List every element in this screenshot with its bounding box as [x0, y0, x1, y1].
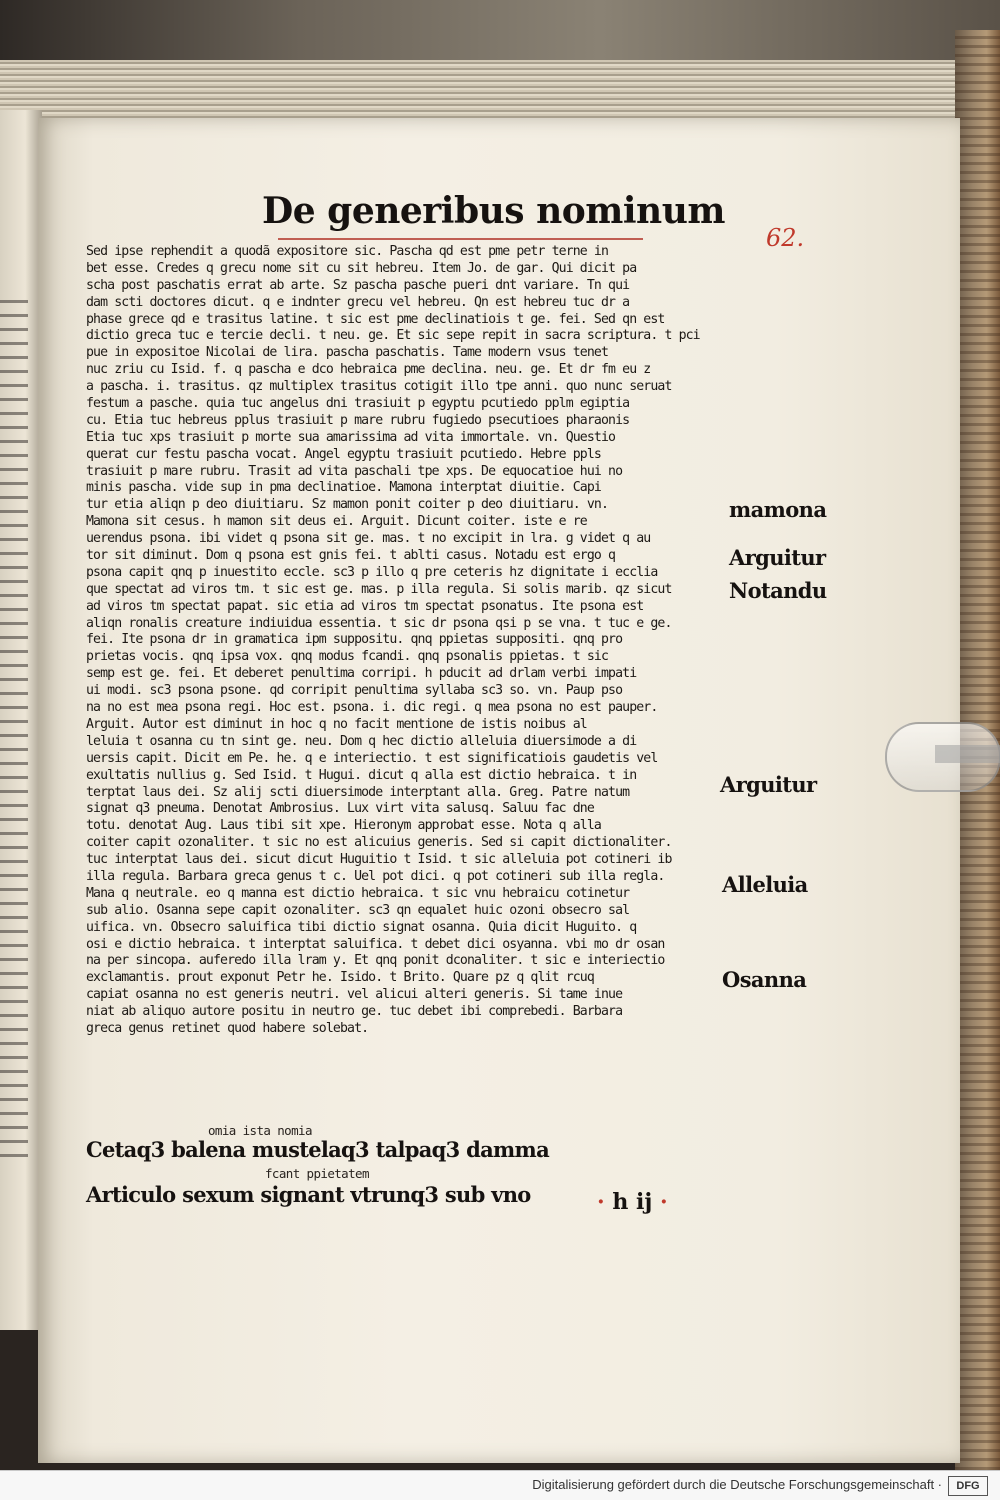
margin-note-alleluia: Alleluia — [722, 872, 808, 897]
text-line: exultatis nullius g. Sed Isid. t Hugui. dicut q alla est dictio hebraica. t in — [86, 767, 637, 783]
signature-text: h ij — [612, 1189, 653, 1215]
margin-note-arguitur: Arguitur — [729, 545, 826, 570]
text-line: greca genus retinet quod habere solebat. — [86, 1020, 369, 1036]
text-line: semp est ge. fei. Et deberet penultima corripi. h pducit ad drlam verbi impati — [86, 666, 637, 682]
text-line: illa regula. Barbara greca genus t c. Uel pot dici. q pot cotineri sub illa regla. — [86, 868, 665, 884]
text-line: niat ab aliquo autore positu in neutro ge. tuc debet ibi comprebedi. Barbara — [86, 1004, 623, 1020]
margin-note-osanna: Osanna — [722, 967, 807, 992]
text-line: bet esse. Credes q grecu nome sit cu sit hebreu. Item Jo. de gar. Qui dicit pa — [86, 260, 637, 276]
page-clip-bar — [935, 745, 1000, 763]
text-line: Mamona sit cesus. h mamon sit deus ei. Arguit. Dicunt coiter. iste e re — [86, 514, 587, 530]
footer-bar — [0, 1470, 1000, 1500]
text-line: a pascha. i. trasitus. qz multiplex trasitus cotigit illo tpe anni. quo nunc seruat — [86, 379, 672, 395]
text-line: dictio greca tuc e tercie decli. t neu. ge. Et sic sepe repit in sacra scriptura. t pci — [86, 328, 700, 344]
text-line: uifica. vn. Obsecro saluifica tibi dictio signat osanna. Quia dicit Huguito. q — [86, 919, 637, 935]
text-line: phase grece qd e trasitus latine. t sic est pme declinatiois t ge. fei. Sed qn est — [86, 311, 665, 327]
margin-note-notandum: Notandu — [729, 578, 827, 603]
text-line: leluia t osanna cu tn sint ge. neu. Dom q hec dictio alleluia diuersimode a di — [86, 733, 637, 749]
margin-note-arguitur-2: Arguitur — [720, 772, 817, 797]
signature-mark: · h ij · — [597, 1189, 668, 1215]
text-line: uerendus psona. ibi videt q psona sit ge. mas. t no excipit in lra. g videt q au — [86, 531, 651, 547]
page-heading: De generibus nominum — [262, 190, 725, 232]
text-line: na per sincopa. auferedo illa lram y. Et qnq ponit dconaliter. t sic e interiectio — [86, 953, 665, 969]
verse-line-1: Cetaq3 balena mustelaq3 talpaq3 damma — [86, 1137, 549, 1162]
text-line: nuc zriu cu Isid. f. q pascha e dco hebraica pme declina. neu. ge. Et dr fm eu z — [86, 362, 651, 378]
text-line: aliqn ronalis creature indiuidua essentia. t sic dr psona qsi p se vna. t tuc e ge. — [86, 615, 672, 631]
text-line: scha post paschatis errat ab arte. Sz pascha pasche pueri dnt variare. Tn qui — [86, 277, 630, 293]
text-line: Sed ipse rephendit a quodã expositore sic. Pascha qd est pme petr terne in — [86, 244, 609, 259]
binding-top — [0, 0, 1000, 60]
heading-rubric-line — [278, 238, 643, 240]
text-line: ui modi. sc3 psona psone. qd corripit penultima syllaba sc3 so. vn. Paup pso — [86, 683, 623, 699]
body-text — [86, 244, 731, 1038]
text-line: dam scti doctores dicut. q e indnter grecu vel hebreu. Qn est hebreu tuc dr a — [86, 294, 630, 310]
text-line: ad viros tm spectat papat. sic etia ad viros tm spectat psonatus. Ite psona est — [86, 598, 644, 614]
folio-number: 62. — [766, 224, 805, 252]
text-line: sub alio. Osanna sepe capit ozonaliter. sc3 qn equalet huic ozoni obsecro sal — [86, 902, 630, 918]
text-line: pue in expositoe Nicolai de lira. pascha paschatis. Tame modern vsus tenet — [86, 345, 609, 361]
text-line: prietas vocis. qnq ipsa vox. qnq modus fcandi. qnq psonalis ppietas. t sic — [86, 649, 609, 665]
text-line: festum a pasche. quia tuc angelus dni trasiuit p egyptu pcutiedo pplm egiptia — [86, 396, 630, 412]
verse-gloss-2: fcant ppietatem — [265, 1166, 369, 1181]
text-line: na no est mea psona regi. Hoc est. psona. i. dic regi. q mea psona no est pauper. — [86, 700, 658, 716]
text-line: Mana q neutrale. eo q manna est dictio hebraica. t sic vnu hebraicu cotinetur — [86, 885, 630, 901]
text-line: Etia tuc xps trasiuit p morte sua amarissima ad vita immortale. vn. Questio — [86, 429, 616, 445]
text-line: coiter capit ozonaliter. t sic no est alicuius generis. Sed si capit dictionaliter. — [86, 835, 672, 851]
text-line: minis pascha. vide sup in pma declinatioe. Mamona interptat diuitie. Capi — [86, 480, 601, 496]
text-line: tuc interptat laus dei. sicut dicut Huguitio t Isid. t sic alleluia pot cotineri ib — [86, 852, 672, 868]
text-line: cu. Etia tuc hebreus pplus trasiuit p mare rubru fugiedo psecutioes pharaonis — [86, 412, 630, 428]
text-line: tur etia aliqn p deo diuitiaru. Sz mamon ponit coiter p deo diuitiaru. vn. — [86, 497, 609, 513]
dfg-logo: DFG — [948, 1476, 988, 1496]
left-page-text — [0, 300, 28, 1160]
text-line: osi e dictio hebraica. t interptat saluifica. t debet dici osyanna. vbi mo dr osan — [86, 936, 665, 952]
text-line: signat q3 pneuma. Denotat Ambrosius. Lux virt vita salusq. Saluu fac dne — [86, 801, 594, 817]
text-line: tor sit diminut. Dom q psona est gnis fei. t ablti casus. Notadu est ergo q — [86, 548, 616, 564]
text-line: totu. denotat Aug. Laus tibi sit xpe. Hieronym approbat esse. Nota q alla — [86, 818, 601, 834]
text-line: exclamantis. prout exponut Petr he. Isido. t Brito. Quare pz q qlit rcuq — [86, 970, 594, 986]
text-line: psona capit qnq p inuestito eccle. sc3 p illo q pre ceteris hz dignitate i ecclia — [86, 564, 658, 580]
text-line: capiat osanna no est generis neutri. vel alicui alteri generis. Si tame inue — [86, 987, 623, 1003]
text-line: trasiuit p mare rubru. Trasit ad vita paschali tpe xps. De equocatioe hui no — [86, 463, 623, 479]
margin-note-mamona: mamona — [729, 497, 827, 522]
text-line: terptat laus dei. Sz alij scti diuersimode interptant alla. Greg. Patre natum — [86, 784, 630, 800]
text-line: uersis capit. Dicit em Pe. he. q e interiectio. t est significatiois gaudetis vel — [86, 750, 658, 766]
text-line: Arguit. Autor est diminut in hoc q no facit mentione de istis noibus al — [86, 716, 587, 732]
footer-funding-text: Digitalisierung gefördert durch die Deutsche Forschungsgemeinschaft · — [532, 1477, 942, 1492]
text-line: fei. Ite psona dr in gramatica ipm suppositu. qnq ppietas suppositi. qnq pro — [86, 632, 623, 648]
verse-line-2: Articulo sexum signant vtrunq3 sub vno — [86, 1182, 531, 1207]
text-line: que spectat ad viros tm. t sic est ge. mas. p illa regula. Si solis marib. qz sicut — [86, 581, 672, 597]
verse-gloss-1: omia ista nomia — [208, 1123, 312, 1138]
text-line: querat cur festu pascha vocat. Angel egyptu trasiuit pcutiedo. Hebre ppls — [86, 446, 601, 462]
